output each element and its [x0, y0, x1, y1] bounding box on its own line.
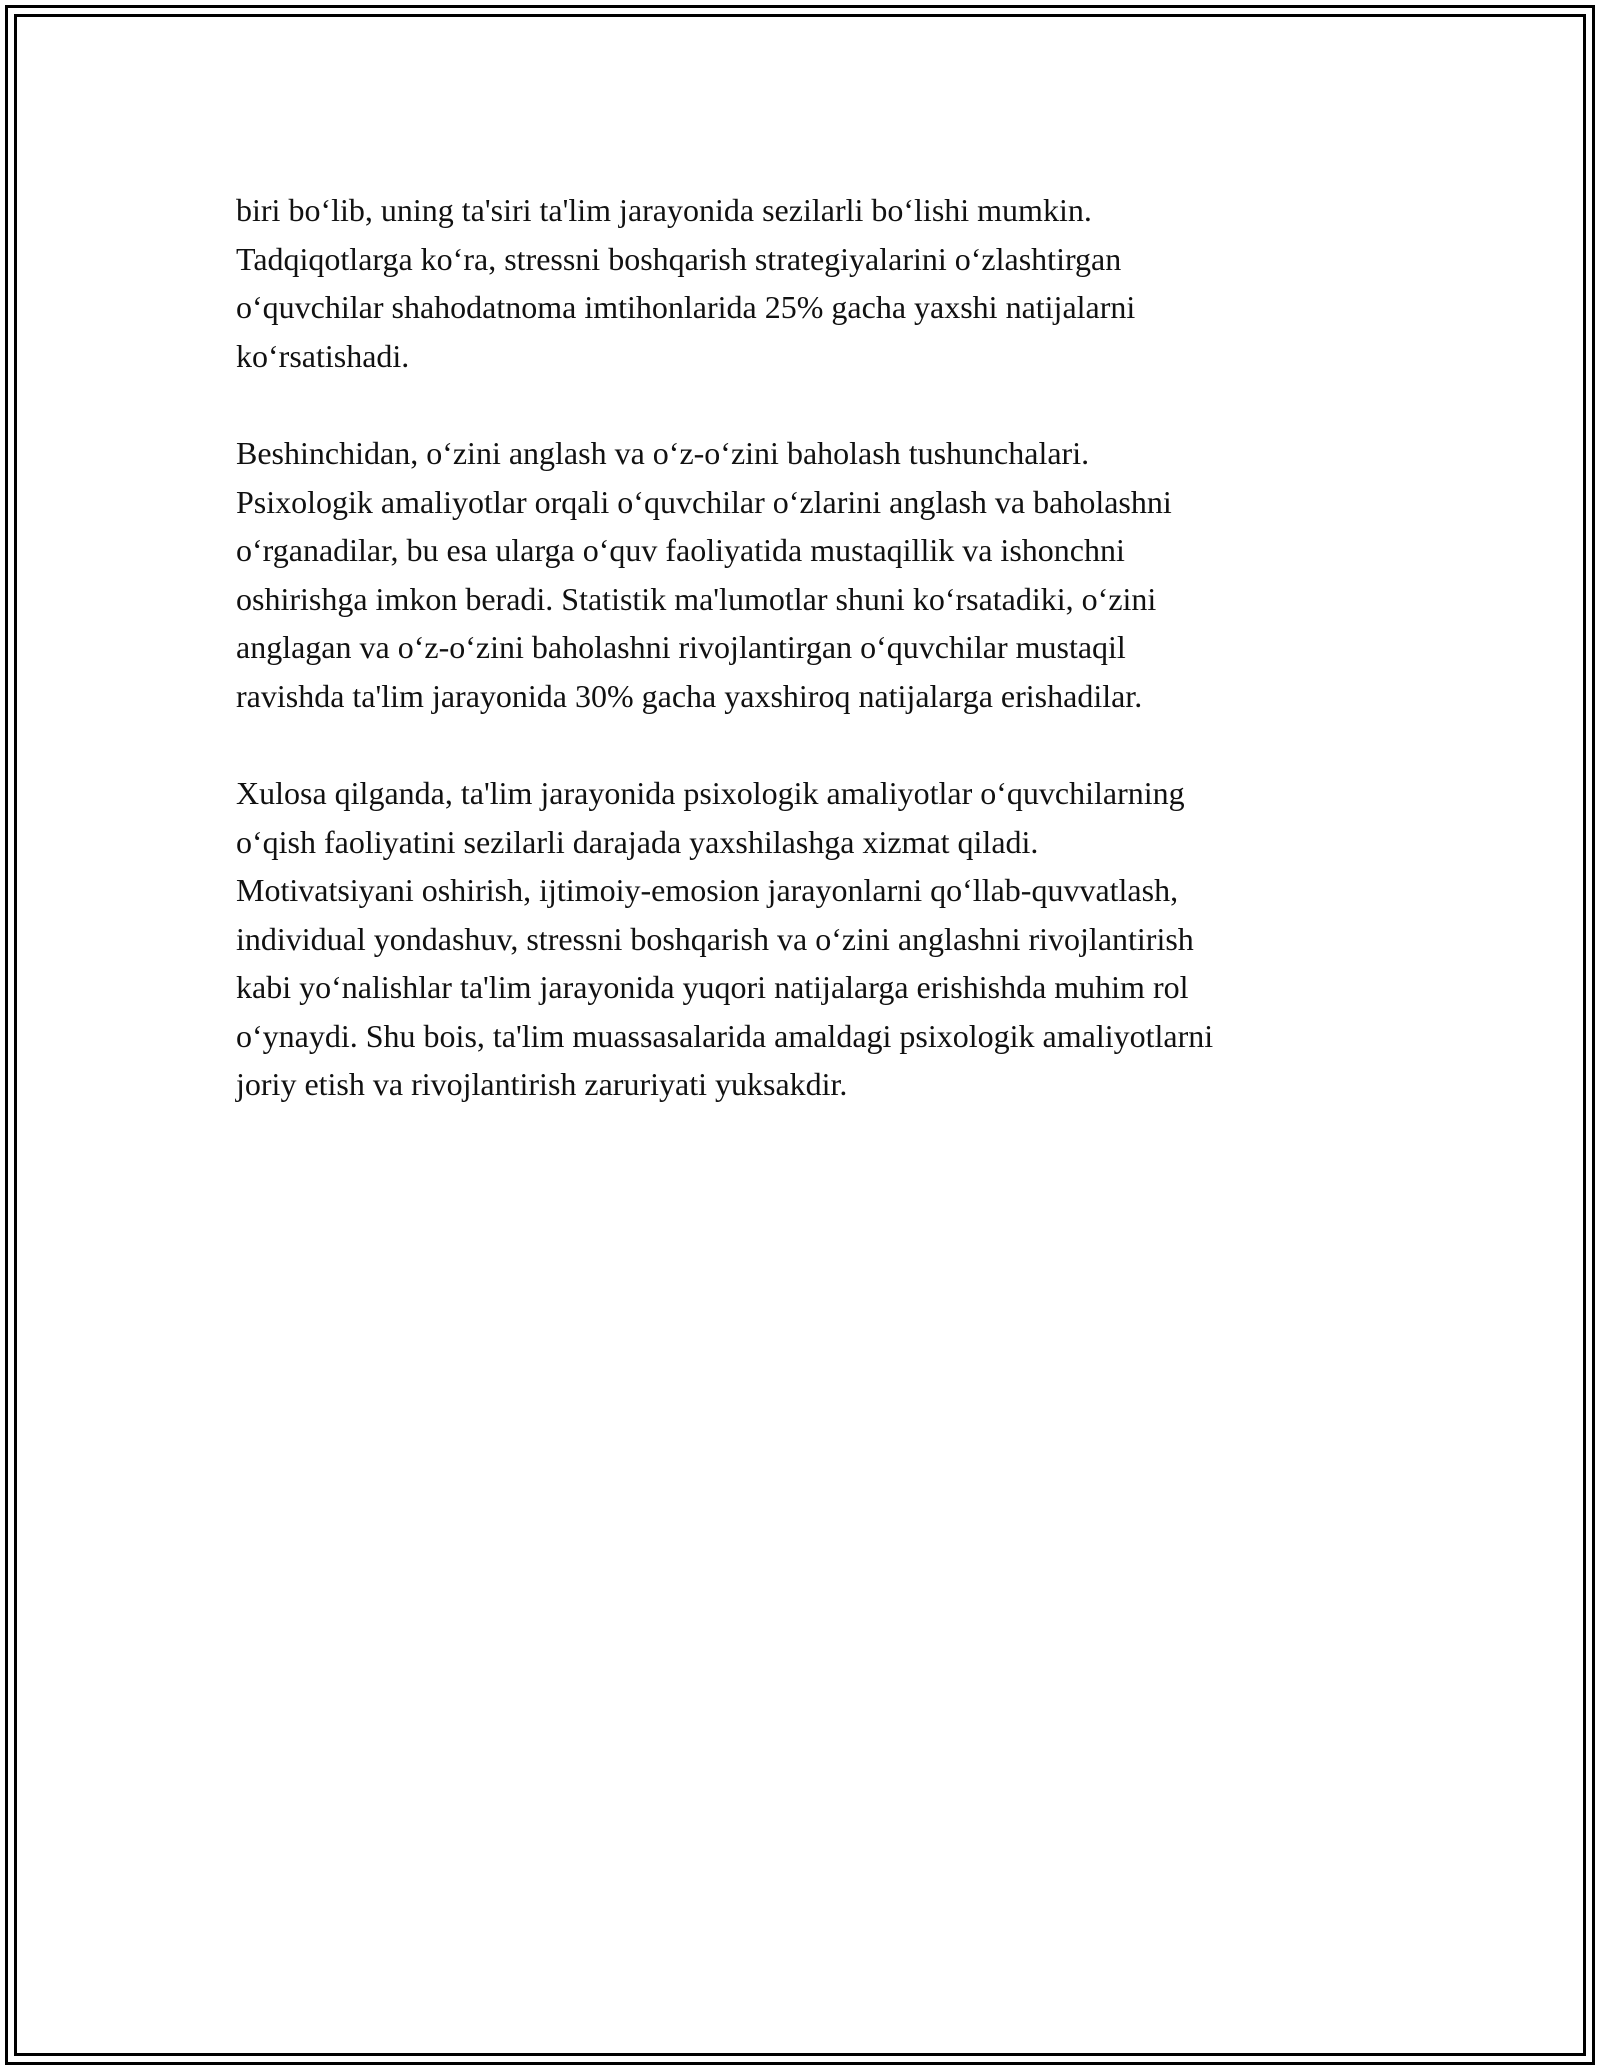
paragraph-conclusion: Xulosa qilganda, ta'lim jarayonida psixologik amaliyotlar o‘quvchilarning o‘qish faoliyatini sezilarli darajada yaxshilashga xizmat qiladi. Motivatsiyani oshirish, ijtimoiy-emosion jarayonlarni qo‘llab-quvvatlash, individual yondashuv, stressni boshqarish va o‘zini anglashni rivojlantirish kabi yo‘nalishlar ta'lim jarayonida yuqori natijalarga erishishda muhim rol o‘ynaydi. Shu bois, ta'lim muassasalarida amaldagi psixologik amaliyotlarni joriy etish va rivojlantirish zaruriyati yuksakdir.	[236, 775, 1214, 1102]
paragraph-self-awareness: Beshinchidan, o‘zini anglash va o‘z-o‘zini baholash tushunchalari. Psixologik amaliyotlar orqali o‘quvchilar o‘zlarini anglash va baholashni o‘rganadilar, bu esa ularga o‘quv faoliyatida mustaqillik va ishonchni oshirishga imkon beradi. Statistik ma'lumotlar shuni ko‘rsatadiki, o‘zini anglagan va o‘z-o‘zini baholashni rivojlantirgan o‘quvchilar mustaqil ravishda ta'lim jarayonida 30% gacha yaxshiroq natijalarga erishadilar.	[236, 435, 1172, 714]
paragraph-stress-management: biri bo‘lib, uning ta'siri ta'lim jarayonida sezilarli bo‘lishi mumkin. Tadqiqotlarga ko‘ra, stressni boshqarish strategiyalarini o‘zlashtirgan o‘quvchilar shahodatnoma imtihonlarida 25% gacha yaxshi natijalarni ko‘rsatishadi.	[236, 192, 1136, 374]
document-body	[236, 186, 1416, 1158]
